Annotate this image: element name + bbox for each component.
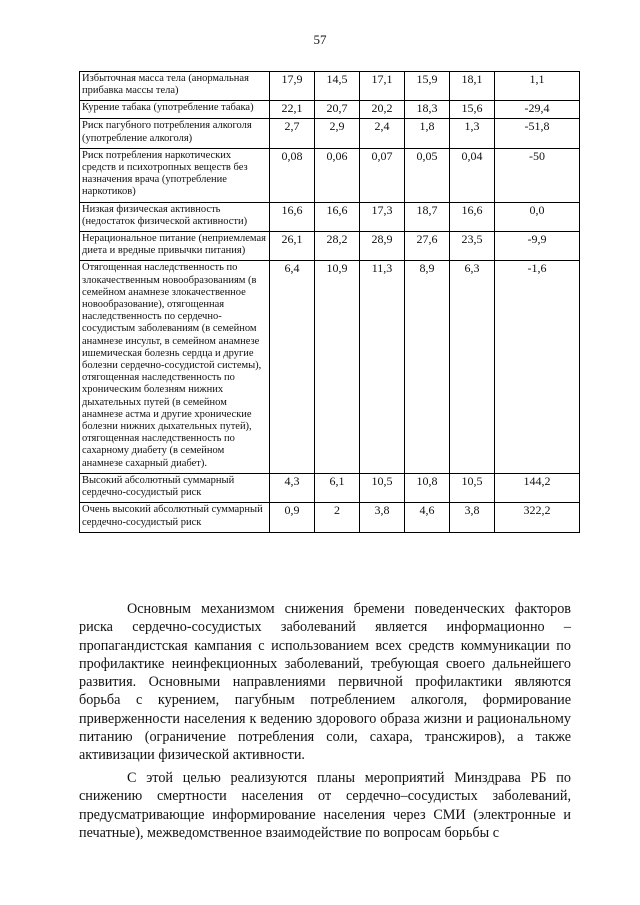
value-cell: 0,05 xyxy=(405,148,450,202)
value-cell: 18,3 xyxy=(405,101,450,119)
value-cell: 10,5 xyxy=(360,473,405,502)
paragraph: Основным механизмом снижения бремени поведенческих факторов риска сердечно-сосудистых заболеваний является информационно – пропагандистская кампания с использованием всех средств коммуникации по профилактике неинфекционных заболеваний, требующая своего дальнейшего развития. Основными направлениями первичной профилактики являются борьба с курением, пагубным потреблением алкоголя, формирование приверженности населения к ведению здорового образа жизни и рациональному питанию (ограничение потребления соли, сахара, трансжиров), а также активизации физической активности. xyxy=(79,601,571,764)
table-row xyxy=(80,148,580,202)
value-cell: 1,8 xyxy=(405,119,450,148)
value-cell: 20,7 xyxy=(315,101,360,119)
value-cell: 16,6 xyxy=(270,202,315,231)
value-cell: 26,1 xyxy=(270,232,315,261)
table-row xyxy=(80,232,580,261)
value-cell: 28,2 xyxy=(315,232,360,261)
body-text-block-2 xyxy=(79,769,571,842)
table-row xyxy=(80,119,580,148)
value-cell: 6,3 xyxy=(450,261,495,473)
value-cell: 2 xyxy=(315,503,360,532)
value-cell: 11,3 xyxy=(360,261,405,473)
risk-factor-name: Отягощенная наследственность по злокачественным новообразованиям (в семейном анамнезе злокачественное новообразование), отягощенная наследственность по сердечно-сосудистым заболеваниям (в семейном анамнезе инсульт, в семейном анамнезе ишемическая болезнь сердца и другие болезни сердечно-сосудистой системы), отягощенная наследственность по хроническим болезням нижних дыхательных путей (в семейном анамнезе астма и другие хронические болезни нижних дыхательных путей), отягощенная наследственность по сахарному диабету (в семейном анамнезе сахарный диабет). xyxy=(80,261,270,473)
value-cell: 18,1 xyxy=(450,72,495,101)
value-cell: 0,0 xyxy=(495,202,580,231)
value-cell: 16,6 xyxy=(315,202,360,231)
value-cell: 1,3 xyxy=(450,119,495,148)
table-row xyxy=(80,202,580,231)
value-cell: 2,4 xyxy=(360,119,405,148)
value-cell: 6,1 xyxy=(315,473,360,502)
value-cell: 0,08 xyxy=(270,148,315,202)
value-cell: 1,1 xyxy=(495,72,580,101)
value-cell: 4,3 xyxy=(270,473,315,502)
risk-factor-name: Курение табака (употребление табака) xyxy=(80,101,270,119)
paragraph: С этой целью реализуются планы мероприятий Минздрава РБ по снижению смертности населения от сердечно–сосудистых заболеваний, предусматривающие информирование населения через СМИ (электронные и печатные), межведомственное взаимодействие по вопросам борьбы с xyxy=(79,770,571,841)
risk-factor-name: Избыточная масса тела (анормальная прибавка массы тела) xyxy=(80,72,270,101)
table-row xyxy=(80,101,580,119)
value-cell: 4,6 xyxy=(405,503,450,532)
value-cell: 17,3 xyxy=(360,202,405,231)
value-cell: 8,9 xyxy=(405,261,450,473)
value-cell: 14,5 xyxy=(315,72,360,101)
value-cell: 15,9 xyxy=(405,72,450,101)
value-cell: 27,6 xyxy=(405,232,450,261)
value-cell: -9,9 xyxy=(495,232,580,261)
value-cell: 16,6 xyxy=(450,202,495,231)
risk-factor-name: Риск потребления наркотических средств и психотропных веществ без назначения врача (употребление наркотиков) xyxy=(80,148,270,202)
value-cell: 22,1 xyxy=(270,101,315,119)
value-cell: 10,5 xyxy=(450,473,495,502)
value-cell: 15,6 xyxy=(450,101,495,119)
value-cell: -50 xyxy=(495,148,580,202)
table-row xyxy=(80,72,580,101)
table-row xyxy=(80,261,580,473)
value-cell: 3,8 xyxy=(360,503,405,532)
value-cell: 2,7 xyxy=(270,119,315,148)
table-row xyxy=(80,503,580,532)
risk-factor-name: Высокий абсолютный суммарный сердечно-сосудистый риск xyxy=(80,473,270,502)
risk-factor-name: Риск пагубного потребления алкоголя (употребление алкоголя) xyxy=(80,119,270,148)
value-cell: 0,04 xyxy=(450,148,495,202)
value-cell: 10,8 xyxy=(405,473,450,502)
table-body xyxy=(80,72,580,533)
value-cell: -1,6 xyxy=(495,261,580,473)
risk-factors-table xyxy=(79,71,580,533)
value-cell: 10,9 xyxy=(315,261,360,473)
value-cell: -29,4 xyxy=(495,101,580,119)
risk-factor-name: Очень высокий абсолютный суммарный сердечно-сосудистый риск xyxy=(80,503,270,532)
value-cell: 0,07 xyxy=(360,148,405,202)
value-cell: 0,9 xyxy=(270,503,315,532)
value-cell: 2,9 xyxy=(315,119,360,148)
value-cell: 3,8 xyxy=(450,503,495,532)
value-cell: 28,9 xyxy=(360,232,405,261)
value-cell: 18,7 xyxy=(405,202,450,231)
table-row xyxy=(80,473,580,502)
risk-factor-name: Нерациональное питание (неприемлемая диета и вредные привычки питания) xyxy=(80,232,270,261)
value-cell: -51,8 xyxy=(495,119,580,148)
value-cell: 20,2 xyxy=(360,101,405,119)
value-cell: 144,2 xyxy=(495,473,580,502)
body-text-block-1 xyxy=(79,600,571,765)
page-number: 57 xyxy=(313,32,327,47)
value-cell: 322,2 xyxy=(495,503,580,532)
value-cell: 6,4 xyxy=(270,261,315,473)
risk-factor-name: Низкая физическая активность (недостаток физической активности) xyxy=(80,202,270,231)
value-cell: 0,06 xyxy=(315,148,360,202)
value-cell: 17,1 xyxy=(360,72,405,101)
value-cell: 23,5 xyxy=(450,232,495,261)
value-cell: 17,9 xyxy=(270,72,315,101)
